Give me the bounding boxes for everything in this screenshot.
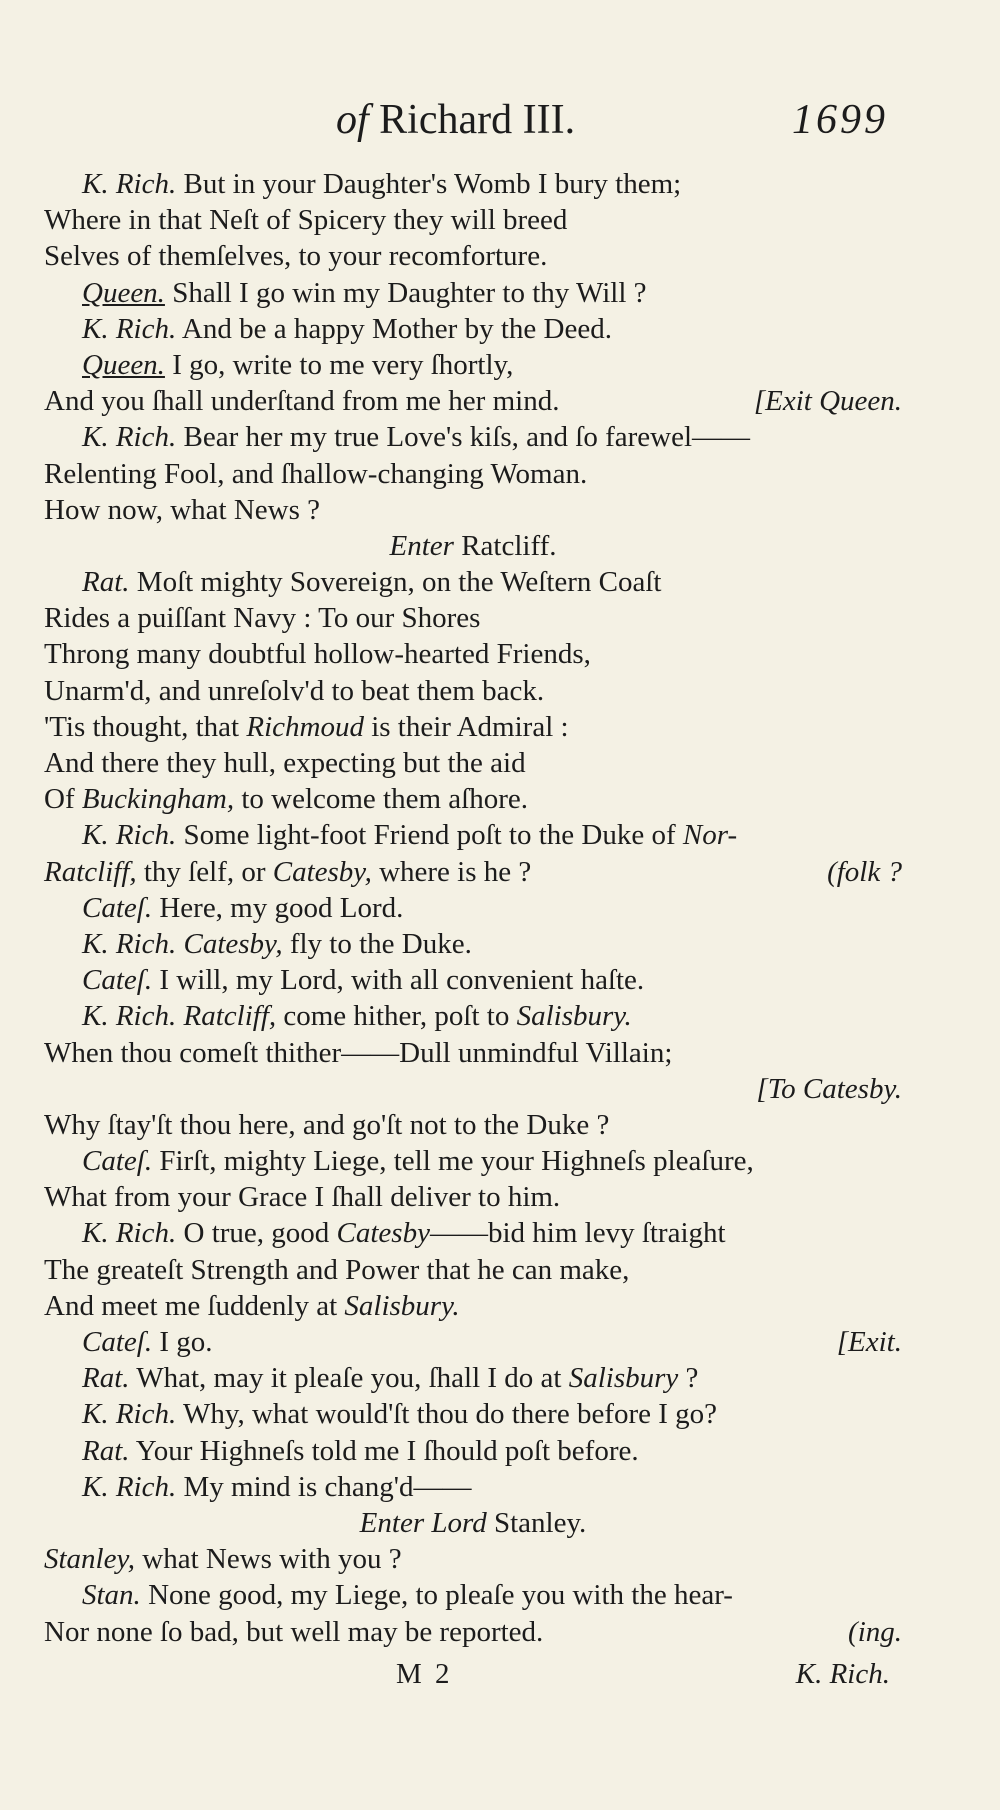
text-line <box>44 636 902 672</box>
stage-direction: Enter Lord <box>359 1506 487 1539</box>
speaker-name: K. Rich. <box>82 1470 177 1503</box>
speaker-name: K. Rich. <box>82 312 177 345</box>
text-line <box>44 673 902 709</box>
speaker-name: Rat. <box>82 566 130 599</box>
text-line <box>44 781 902 817</box>
line-text: I go, write to me very ſhortly, <box>164 348 514 381</box>
emphasis: Stanley, <box>44 1543 136 1576</box>
text-line <box>44 1360 902 1396</box>
text-line <box>44 275 902 311</box>
text-line <box>44 1107 902 1143</box>
text-line <box>44 709 902 745</box>
text-line <box>44 1215 902 1251</box>
speaker-name: K. Rich. <box>82 927 177 960</box>
line-text: Stanley. <box>486 1506 587 1539</box>
emphasis: Catesby <box>336 1217 430 1250</box>
emphasis: Nor- <box>682 819 738 852</box>
line-text: Here, my good Lord. <box>152 891 404 924</box>
line-text: What from your Grace I ſhall deliver to him. <box>44 1181 561 1214</box>
text-line <box>44 745 902 781</box>
signature-mark: M 2 <box>396 1658 453 1690</box>
line-text: Relenting Fool, and ſhallow-changing Woman. <box>44 457 588 490</box>
page-footer <box>0 1658 1000 1698</box>
title-main: Richard III. <box>379 97 576 143</box>
emphasis: Salisbury. <box>516 1000 632 1033</box>
text-line <box>44 1505 902 1541</box>
emphasis: Salisbury. <box>344 1289 460 1322</box>
text-line <box>44 1324 902 1360</box>
line-text: When thou comeſt thither——Dull unmindful Villain; <box>44 1036 673 1069</box>
stage-direction-right: (ing. <box>848 1615 902 1648</box>
line-text: thy ſelf, or <box>136 855 273 888</box>
text-line <box>44 998 902 1034</box>
line-text: Nor none ſo bad, but well may be reported. <box>44 1615 544 1648</box>
line-text: Rides a puiſſant Navy : To our Shores <box>44 602 481 635</box>
stage-direction-right: [Exit Queen. <box>753 385 902 418</box>
line-text: How now, what News ? <box>44 493 320 526</box>
speaker-name: Stan. <box>82 1579 141 1612</box>
text-line <box>44 1433 902 1469</box>
line-text: And you ſhall underſtand from me her mind. <box>44 385 560 418</box>
line-text: ? <box>678 1362 699 1395</box>
speaker-name: K. Rich. <box>82 1217 177 1250</box>
line-text: Your Highneſs told me I ſhould poſt before. <box>129 1434 639 1467</box>
speaker-name: Queen. <box>82 348 165 381</box>
line-text: Firſt, mighty Liege, tell me your Highneſs pleaſure, <box>152 1145 754 1178</box>
speaker-name: K. Rich. <box>82 1000 177 1033</box>
line-text: Why ſtay'ſt thou here, and go'ſt not to the Duke ? <box>44 1108 610 1141</box>
stage-direction-right: (folk ? <box>827 855 902 888</box>
text-line <box>44 926 902 962</box>
line-text: where is he ? <box>371 855 532 888</box>
text-line <box>44 1071 902 1107</box>
speaker-name: Rat. <box>82 1362 130 1395</box>
stage-direction-right: [To Catesby. <box>756 1072 902 1105</box>
text-line <box>44 166 902 202</box>
text-line <box>44 311 902 347</box>
line-text: And meet me ſuddenly at <box>44 1289 345 1322</box>
text-line <box>44 528 902 564</box>
line-text: Moſt mighty Sovereign, on the Weſtern Coaſt <box>129 566 662 599</box>
line-text: What, may it pleaſe you, ſhall I do at <box>129 1362 569 1395</box>
text-line <box>44 492 902 528</box>
speaker-name: Queen. <box>82 276 165 309</box>
page-title <box>336 96 575 144</box>
text-line <box>44 817 902 853</box>
text-line <box>44 238 902 274</box>
text-line <box>44 419 902 455</box>
line-text: Why, what would'ſt thou do there before I go? <box>176 1398 718 1431</box>
text-line <box>44 564 902 600</box>
speaker-name: K. Rich. <box>82 168 177 200</box>
line-text: O true, good <box>176 1217 337 1250</box>
text-line <box>44 600 902 636</box>
speaker-name: K. Rich. <box>82 421 177 454</box>
page-number: 1699 <box>792 97 888 143</box>
text-line <box>44 1143 902 1179</box>
emphasis: Salisbury <box>568 1362 679 1395</box>
play-text <box>44 166 902 1650</box>
line-text: Selves of themſelves, to your recomforture. <box>44 240 548 273</box>
speaker-name: K. Rich. <box>82 819 177 852</box>
emphasis: Buckingham, <box>81 783 235 816</box>
emphasis: Catesby, <box>272 855 372 888</box>
speaker-name: Cateſ. <box>82 1326 153 1358</box>
line-text: Of <box>44 783 82 816</box>
speaker-name: Cateſ. <box>82 891 153 924</box>
text-line <box>44 1469 902 1505</box>
text-line <box>44 962 902 998</box>
line-text: Some light-foot Friend poſt to the Duke of <box>176 819 683 852</box>
line-text: None good, my Liege, to pleaſe you with the hear- <box>140 1579 733 1612</box>
line-text: come hither, poſt to <box>276 1000 517 1033</box>
emphasis: Catesby, <box>183 927 283 960</box>
text-line <box>44 1288 902 1324</box>
text-line <box>44 1179 902 1215</box>
stage-direction-right: [Exit. <box>836 1326 902 1358</box>
text-line <box>44 890 902 926</box>
line-text: My mind is chang'd—— <box>176 1470 472 1503</box>
line-text: what News with you ? <box>135 1543 402 1576</box>
speaker-name: Rat. <box>82 1434 130 1467</box>
speaker-name: Cateſ. <box>82 1145 153 1178</box>
emphasis: Ratcliff, <box>183 1000 277 1033</box>
line-text: fly to the Duke. <box>282 927 472 960</box>
text-line <box>44 1577 902 1613</box>
line-text: But in your Daughter's Womb I bury them; <box>176 168 682 200</box>
text-line <box>44 202 902 238</box>
text-line <box>44 1396 902 1432</box>
line-text: The greateſt Strength and Power that he can make, <box>44 1253 630 1286</box>
emphasis: Ratcliff, <box>44 855 137 888</box>
line-text: ——bid him levy ſtraight <box>429 1217 726 1250</box>
stage-direction: Enter <box>389 529 454 562</box>
line-text: Throng many doubtful hollow-hearted Friends, <box>44 638 591 671</box>
line-text: Shall I go win my Daughter to thy Will ? <box>164 276 647 309</box>
text-line <box>44 456 902 492</box>
running-head <box>0 96 1000 152</box>
line-text: to welcome them aſhore. <box>234 783 529 816</box>
text-line <box>44 854 902 890</box>
text-line <box>44 1614 902 1650</box>
catchword: K. Rich. <box>795 1658 890 1690</box>
line-text: I go. <box>152 1326 213 1358</box>
line-text: is their Admiral : <box>363 710 569 743</box>
text-line <box>44 1035 902 1071</box>
line-text: 'Tis thought, that <box>44 710 247 743</box>
line-text: Where in that Neſt of Spicery they will breed <box>44 204 568 237</box>
text-line <box>44 1252 902 1288</box>
speaker-name: Cateſ. <box>82 964 153 997</box>
line-text: And there they hull, expecting but the aid <box>44 747 526 779</box>
speaker-name: K. Rich. <box>82 1398 177 1431</box>
title-prefix: of <box>336 97 369 143</box>
emphasis: Richmoud <box>246 710 364 743</box>
text-line <box>44 383 902 419</box>
line-text: And be a happy Mother by the Deed. <box>176 312 612 345</box>
line-text: I will, my Lord, with all convenient haſte. <box>152 964 645 997</box>
text-line <box>44 1541 902 1577</box>
text-line <box>44 347 902 383</box>
line-text: Unarm'd, and unreſolv'd to beat them back. <box>44 674 545 707</box>
line-text: Ratcliff. <box>453 529 557 562</box>
line-text: Bear her my true Love's kiſs, and ſo farewel—— <box>176 421 751 454</box>
